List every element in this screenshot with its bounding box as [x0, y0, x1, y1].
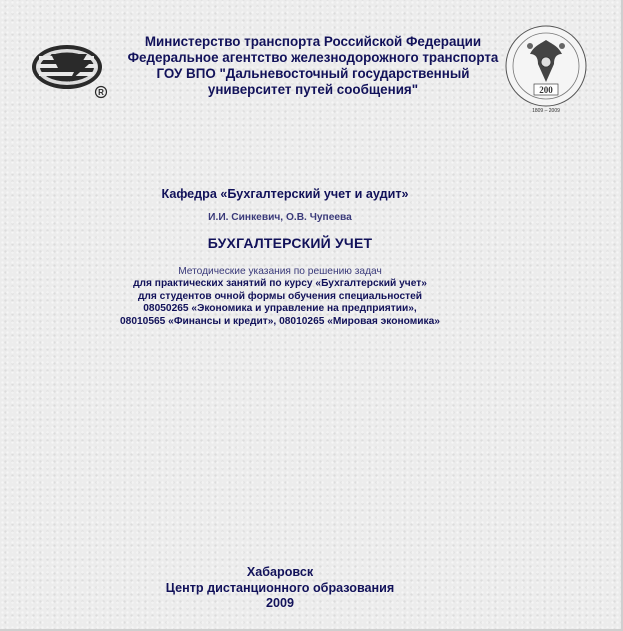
university-seal — [502, 24, 590, 120]
anniversary-seal-icon — [502, 24, 590, 120]
footer-city: Хабаровск — [246, 565, 314, 579]
department-name: Кафедра «Бухгалтерский учет и аудит» — [161, 187, 409, 201]
header-line-university: университет путей сообщения" — [207, 82, 419, 97]
svg-text:1809 – 2009: 1809 – 2009 — [532, 108, 560, 114]
document-description — [100, 266, 460, 328]
footer-year: 2009 — [265, 596, 295, 610]
railway-emblem-icon — [29, 42, 113, 100]
description-line-5: 08010565 «Финансы и кредит», 08010265 «Мировая экономика» — [120, 315, 440, 327]
description-line-3: для студентов очной формы обучения специальностей — [137, 290, 423, 302]
description-line-2: для практических занятий по курсу «Бухгалтерский учет» — [133, 278, 427, 290]
footer-publisher: Центр дистанционного образования — [165, 580, 395, 595]
publication-footer — [150, 565, 410, 612]
ministry-header — [120, 34, 506, 98]
header-line-agency: Федеральное агентство железнодорожного транспорта — [127, 50, 499, 65]
header-line-institution: ГОУ ВПО "Дальневосточный государственный — [156, 66, 470, 81]
railway-logo — [29, 42, 113, 100]
description-line-1: Методические указания по решению задач — [178, 266, 382, 277]
authors: И.И. Синкевич, О.В. Чупеева — [208, 212, 352, 223]
header-line-ministry: Министерство транспорта Российской Федерации — [144, 34, 482, 49]
svg-text:200: 200 — [539, 85, 553, 95]
svg-text:R: R — [98, 88, 104, 97]
document-title: БУХГАЛТЕРСКИЙ УЧЕТ — [207, 235, 373, 251]
description-line-4: 08050265 «Экономика и управление на предприятии», — [143, 303, 417, 315]
